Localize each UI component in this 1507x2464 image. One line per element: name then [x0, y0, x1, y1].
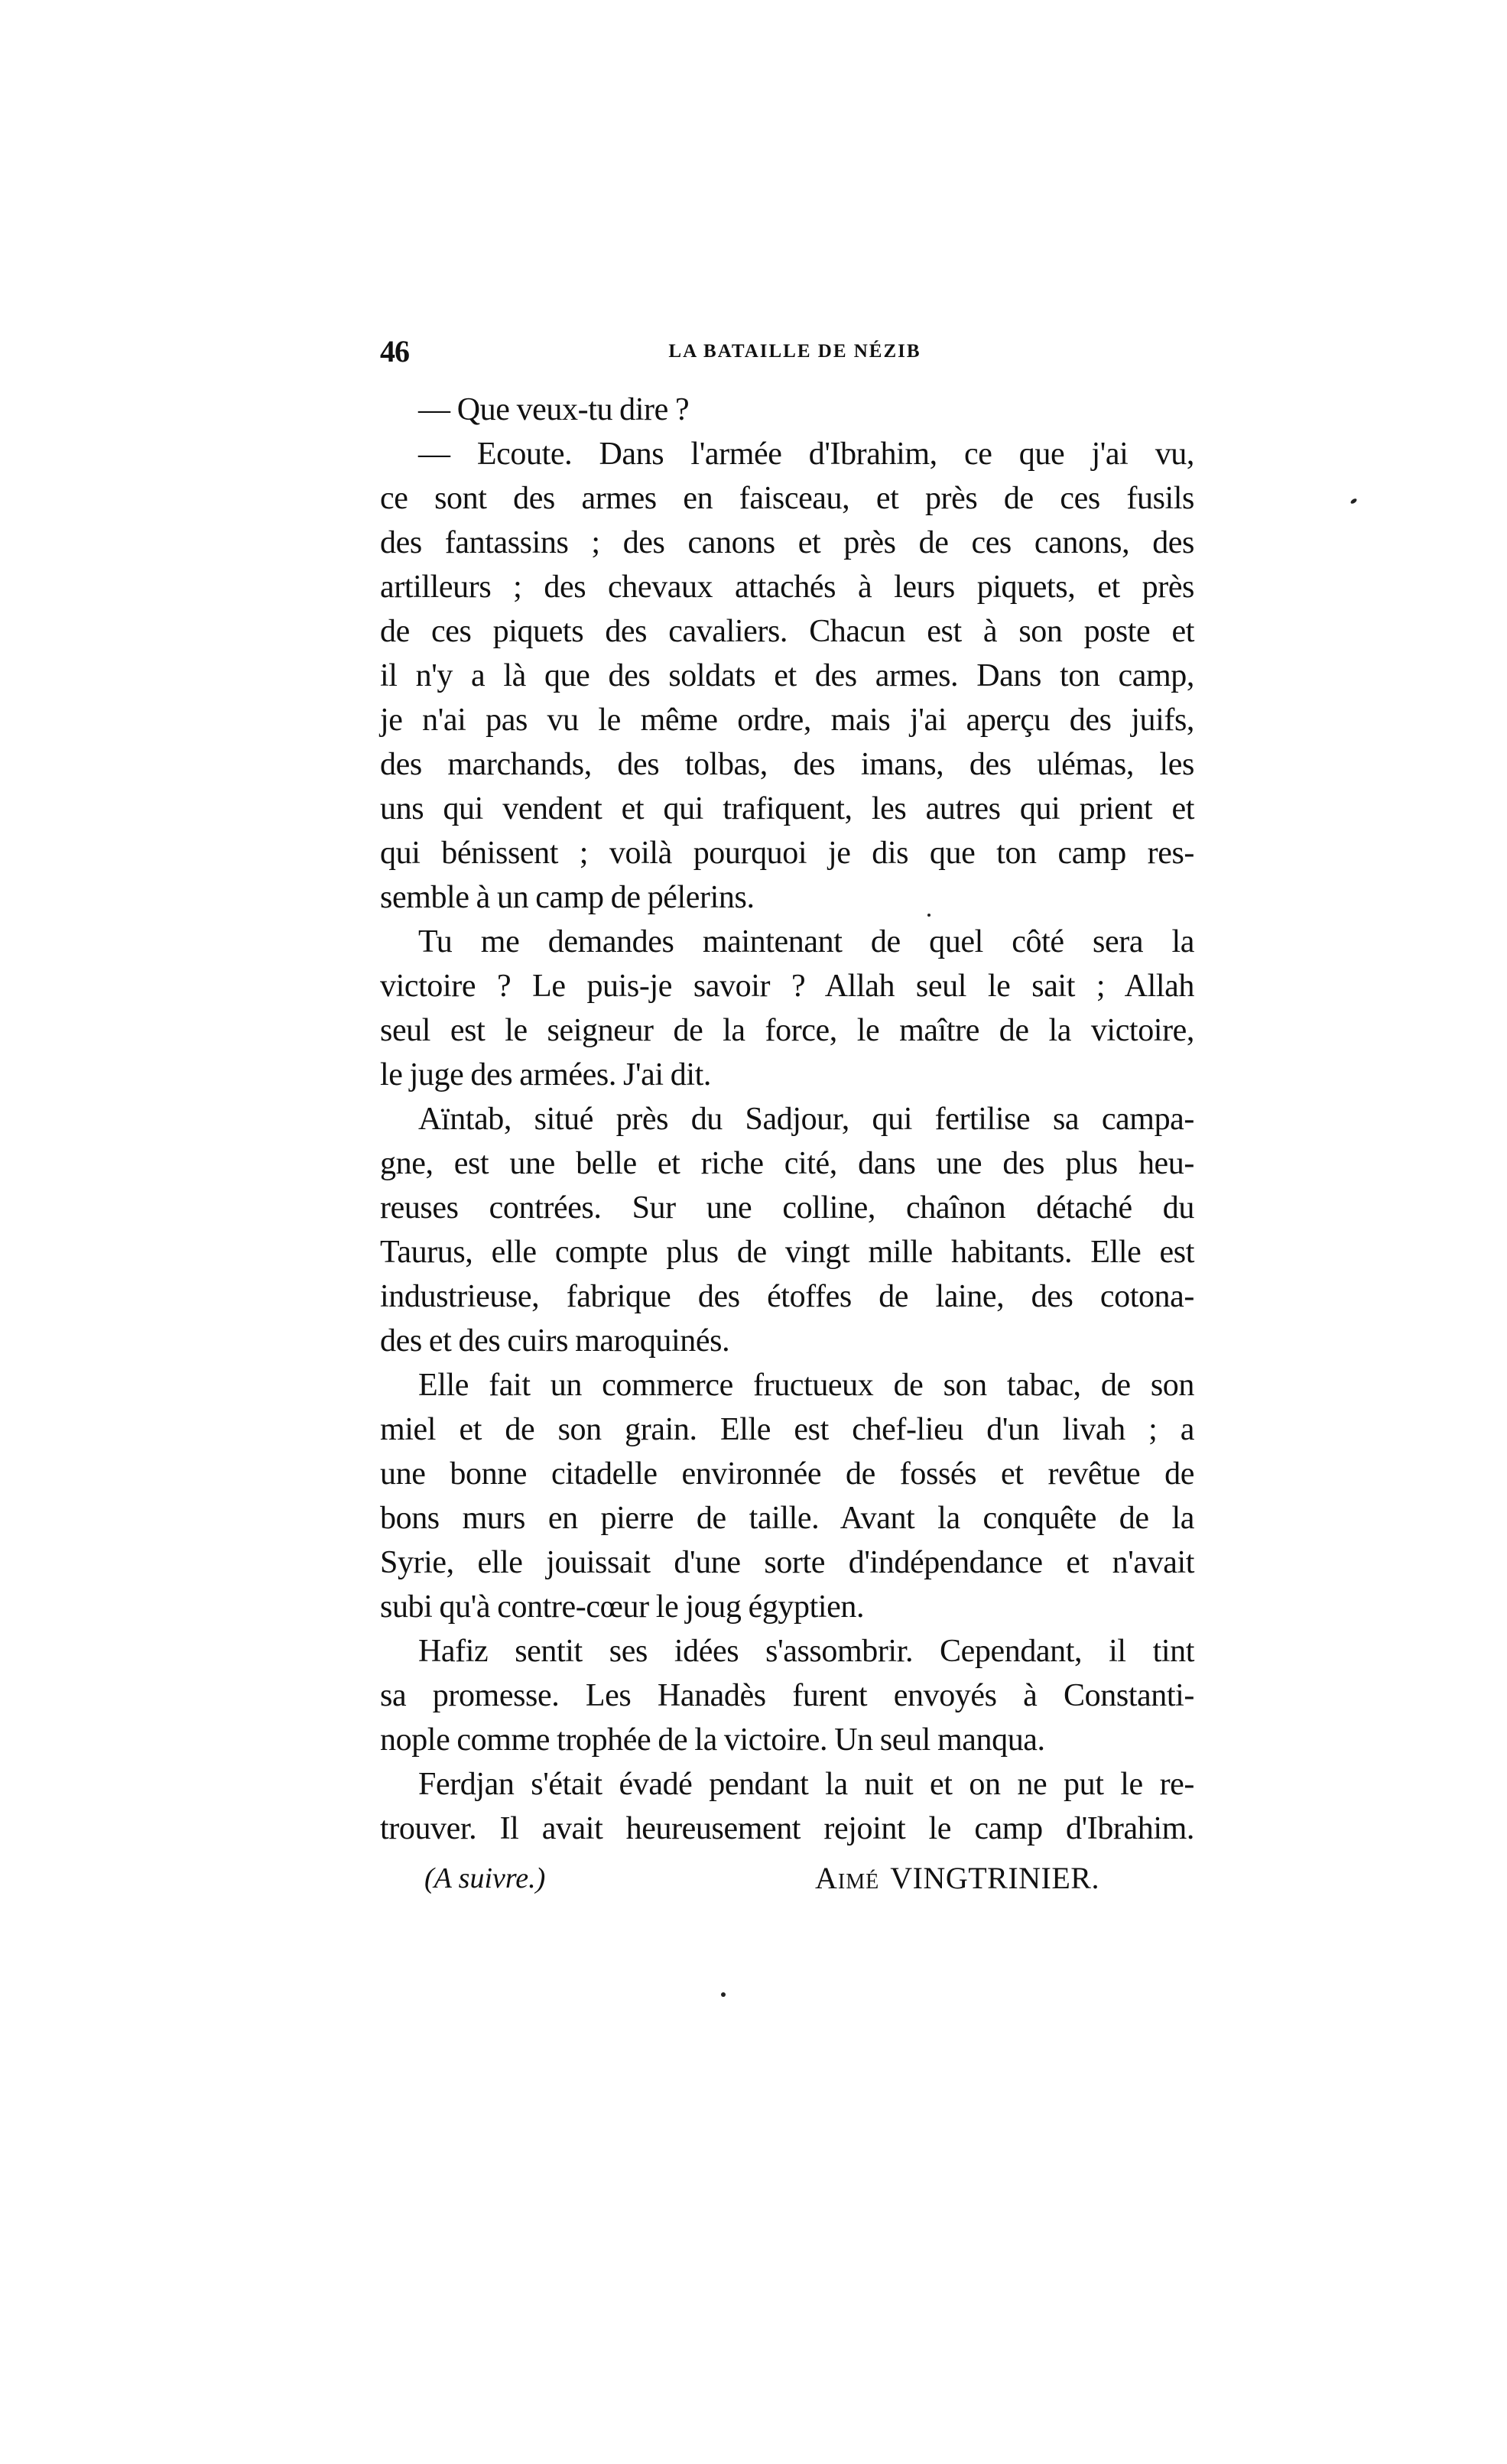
scan-speck [1349, 498, 1357, 505]
text-line: ce sont des armes en faisceau, et près de ces fusils [380, 481, 1194, 516]
to-be-continued-note: (A suivre.) [424, 1862, 546, 1894]
text-line: — Que veux-tu dire ? [418, 392, 690, 427]
text-line: Tu me demandes maintenant de quel côté sera la [418, 924, 1194, 959]
text-line: Elle fait un commerce fructueux de son tabac, de son [418, 1368, 1194, 1403]
text-line: trouver. Il avait heureusement rejoint le camp d'Ibrahim. [380, 1811, 1194, 1846]
text-line: des et des cuirs maroquinés. [380, 1323, 730, 1359]
text-line: reuses contrées. Sur une colline, chaînon détaché du [380, 1190, 1194, 1226]
text-line: miel et de son grain. Elle est chef-lieu d'un livah ; a [380, 1412, 1194, 1447]
text-line: il n'y a là que des soldats et des armes. Dans ton camp, [380, 658, 1194, 693]
text-line: — Ecoute. Dans l'armée d'Ibrahim, ce que j'ai vu, [418, 437, 1194, 472]
text-line: gne, est une belle et riche cité, dans une des plus heu- [380, 1146, 1194, 1181]
text-line: victoire ? Le puis-je savoir ? Allah seul le sait ; Allah [380, 969, 1194, 1004]
scan-speck [721, 1992, 726, 1997]
author-last-name: VINGTRINIER. [890, 1861, 1099, 1895]
text-line: uns qui vendent et qui trafiquent, les autres qui prient et [380, 791, 1194, 826]
text-line: seul est le seigneur de la force, le maître de la victoire, [380, 1013, 1194, 1048]
text-line: Hafiz sentit ses idées s'assombrir. Cependant, il tint [418, 1634, 1194, 1669]
text-line: des marchands, des tolbas, des imans, des ulémas, les [380, 747, 1194, 782]
text-line: une bonne citadelle environnée de fossés et revêtue de [380, 1456, 1194, 1492]
text-line: qui bénissent ; voilà pourquoi je dis que ton camp res- [380, 836, 1194, 871]
text-line: bons murs en pierre de taille. Avant la conquête de la [380, 1501, 1194, 1536]
text-line: le juge des armées. J'ai dit. [380, 1057, 711, 1092]
text-line: Taurus, elle compte plus de vingt mille habitants. Elle est [380, 1235, 1194, 1270]
author-signature [815, 1856, 1099, 1901]
text-line: Syrie, elle jouissait d'une sorte d'indépendance et n'avait [380, 1545, 1194, 1580]
text-line: de ces piquets des cavaliers. Chacun est à son poste et [380, 614, 1194, 649]
text-line: des fantassins ; des canons et près de ces canons, des [380, 525, 1194, 560]
text-line: je n'ai pas vu le même ordre, mais j'ai aperçu des juifs, [380, 703, 1194, 738]
text-line: semble à un camp de pélerins. [380, 880, 755, 915]
body-text [380, 388, 1194, 1851]
page-number: 46 [380, 334, 409, 368]
text-line: nople comme trophée de la victoire. Un seul manqua. [380, 1722, 1045, 1758]
signoff [380, 1856, 1194, 1901]
text-line: subi qu'à contre-cœur le joug égyptien. [380, 1589, 865, 1625]
text-line: artilleurs ; des chevaux attachés à leurs piquets, et près [380, 570, 1194, 605]
running-head [380, 333, 1194, 370]
scan-speck [927, 914, 931, 917]
author-first-name: Aimé [815, 1861, 880, 1895]
text-line: industrieuse, fabrique des étoffes de laine, des cotona- [380, 1279, 1194, 1314]
text-line: sa promesse. Les Hanadès furent envoyés à Constanti- [380, 1678, 1194, 1713]
text-line: Aïntab, situé près du Sadjour, qui fertilise sa campa- [418, 1102, 1194, 1137]
running-title: LA BATAILLE DE NÉZIB [668, 341, 921, 362]
text-line: Ferdjan s'était évadé pendant la nuit et on ne put le re- [418, 1767, 1194, 1802]
